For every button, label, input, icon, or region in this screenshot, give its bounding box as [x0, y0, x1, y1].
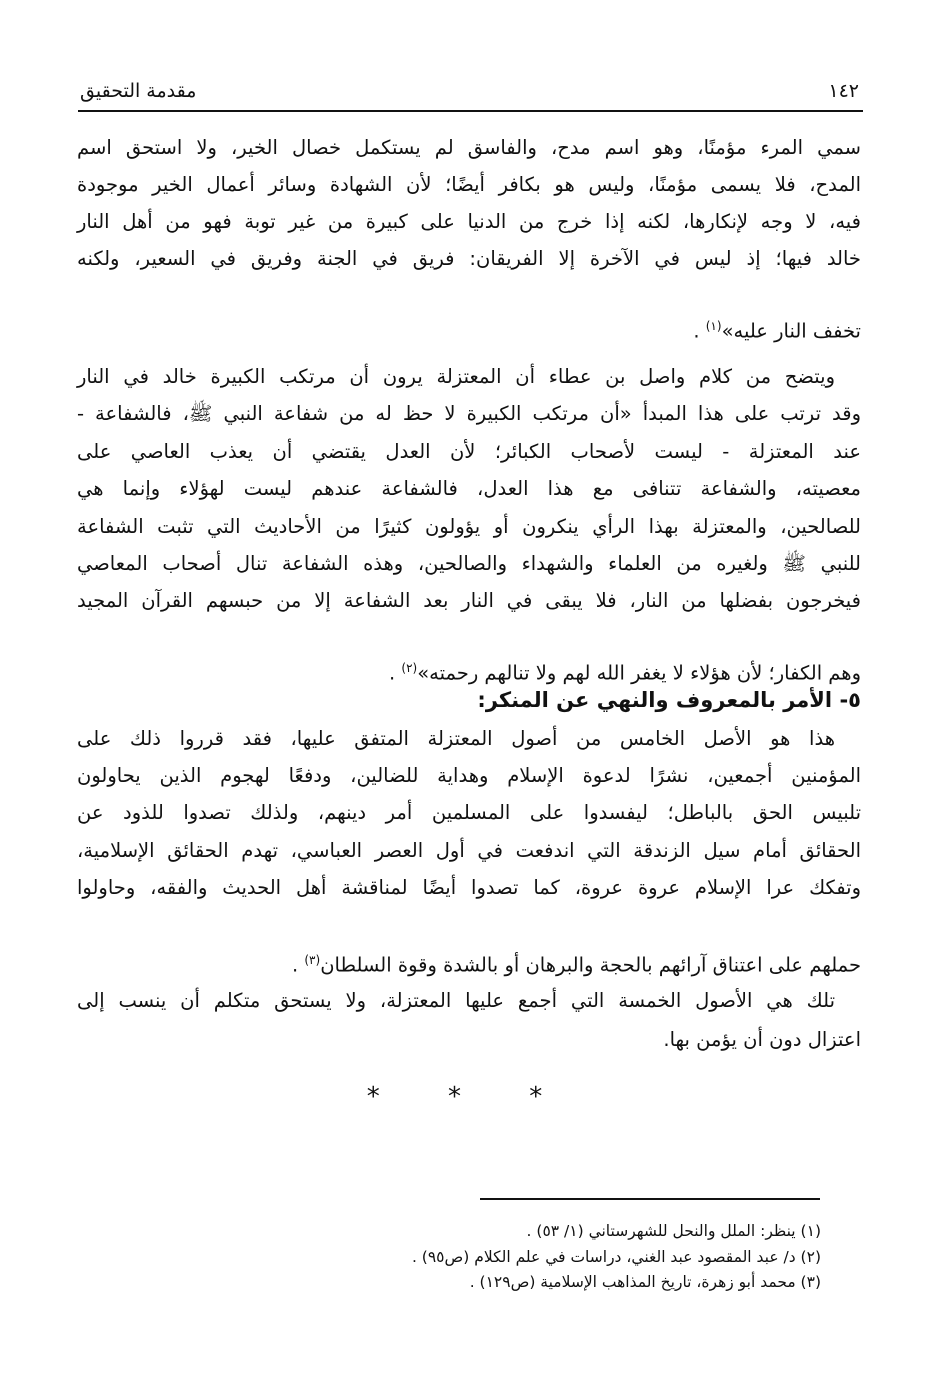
footnote-2: (٢) د/ عبد المقصود عبد الغني، دراسات في علم الكلام (ص٩٥) .: [411, 1248, 821, 1266]
line-text: وهم الكفار؛ لأن هؤلاء لا يغفر الله لهم ولا تنالهم رحمته»: [417, 661, 861, 685]
body-line: [77, 945, 861, 981]
footnote-rule: [480, 1198, 820, 1200]
body-line: وقد ترتب على هذا المبدأ «أن مرتكب الكبيرة لا حظ له من شفاعة النبي ﷺ، فالشفاعة -: [77, 402, 861, 425]
body-line: تلك هي الأصول الخمسة التي أجمع عليها المعتزلة، ولا يستحق متكلم أن ينسب إلى: [77, 989, 835, 1012]
body-line: هذا هو الأصل الخامس من أصول المعتزلة المتفق عليها، فقد قرروا ذلك على: [77, 727, 835, 750]
body-line: خالد فيها؛ إذ ليس في الآخرة إلا الفريقان: فريق في الجنة وفريق في السعير، ولكنه: [77, 247, 861, 270]
line-end: .: [291, 953, 305, 977]
body-line: ويتضح من كلام واصل بن عطاء أن المعتزلة يرون أن مرتكب الكبيرة خالد في النار: [77, 365, 835, 388]
line-end: .: [693, 319, 706, 343]
footnote-1: (١) ينظر: الملل والنحل للشهرستاني (١/ ٥٣) .: [526, 1222, 821, 1240]
body-line: المدح، فلا يسمى مؤمنًا، وليس هو بكافر أيضًا؛ لأن الشهادة وسائر أعمال الخير موجودة: [77, 173, 861, 196]
body-line: تلبيس الحق بالباطل؛ ليفسدوا على المسلمين أمر دينهم، ولذلك تصدوا للذود عن: [77, 801, 861, 824]
body-line: وتفكك عرا الإسلام عروة عروة، كما تصدوا أيضًا لمناقشة أهل الحديث والفقه، وحاولوا: [77, 876, 861, 899]
footnote-ref-2[interactable]: (٢): [401, 661, 418, 675]
header-rule: [78, 110, 863, 112]
body-line: فيه، لا وجه لإنكارها، لكنه إذا خرج من الدنيا على كبيرة من غير توبة فهو من أهل النار: [77, 210, 861, 233]
body-line: المؤمنين أجمعين، نشرًا لدعوة الإسلام وهداية للضالين، ودفعًا لهجوم الذين يحاولون: [77, 764, 861, 787]
line-end: .: [388, 661, 402, 685]
footnote-ref-1[interactable]: (١): [705, 319, 722, 333]
footnote-3: (٣) محمد أبو زهرة، تاريخ المذاهب الإسلامية (ص١٢٩) .: [469, 1273, 821, 1291]
body-line: للصالحين، والمعتزلة بهذا الرأي ينكرون أو يؤولون كثيرًا من الأحاديث التي تثبت الشفاعة: [77, 515, 861, 538]
body-line: للنبي ﷺ ولغيره من العلماء والشهداء والصالحين، وهذه الشفاعة تنال أصحاب المعاصي: [77, 552, 861, 575]
line-text: تخفف النار عليه»: [721, 319, 861, 343]
body-line: اعتزال دون أن يؤمن بها.: [663, 1028, 861, 1051]
body-line: الحقائق أمام سيل الزندقة التي اندفعت في أول العصر العباسي، تهدم الحقائق الإسلامية،: [77, 839, 861, 862]
body-line: عند المعتزلة - ليست لأصحاب الكبائر؛ لأن العدل يقتضي أن يعذب العاصي على: [77, 440, 861, 463]
page-number: ١٤٢: [828, 80, 859, 102]
section-separator: * * *: [366, 1082, 573, 1112]
running-title: مقدمة التحقيق: [80, 80, 197, 102]
body-line: [77, 311, 861, 347]
line-text: حملهم على اعتناق آرائهم بالحجة والبرهان أو بالشدة وقوة السلطان: [320, 953, 861, 977]
body-line: [77, 653, 861, 689]
body-line: معصيته، والشفاعة تتنافى مع هذا العدل، فالشفاعة عندهم ليست لهؤلاء وإنما هي: [77, 477, 861, 500]
body-line: سمي المرء مؤمنًا، وهو اسم مدح، والفاسق لم يستكمل خصال الخير، ولا استحق اسم: [77, 136, 861, 159]
body-line: فيخرجون بفضلها من النار، فلا يبقى في النار بعد الشفاعة إلا من حبسهم القرآن المجيد: [77, 589, 861, 612]
section-heading: ٥- الأمر بالمعروف والنهي عن المنكر:: [477, 688, 861, 712]
footnote-ref-3[interactable]: (٣): [304, 953, 321, 967]
